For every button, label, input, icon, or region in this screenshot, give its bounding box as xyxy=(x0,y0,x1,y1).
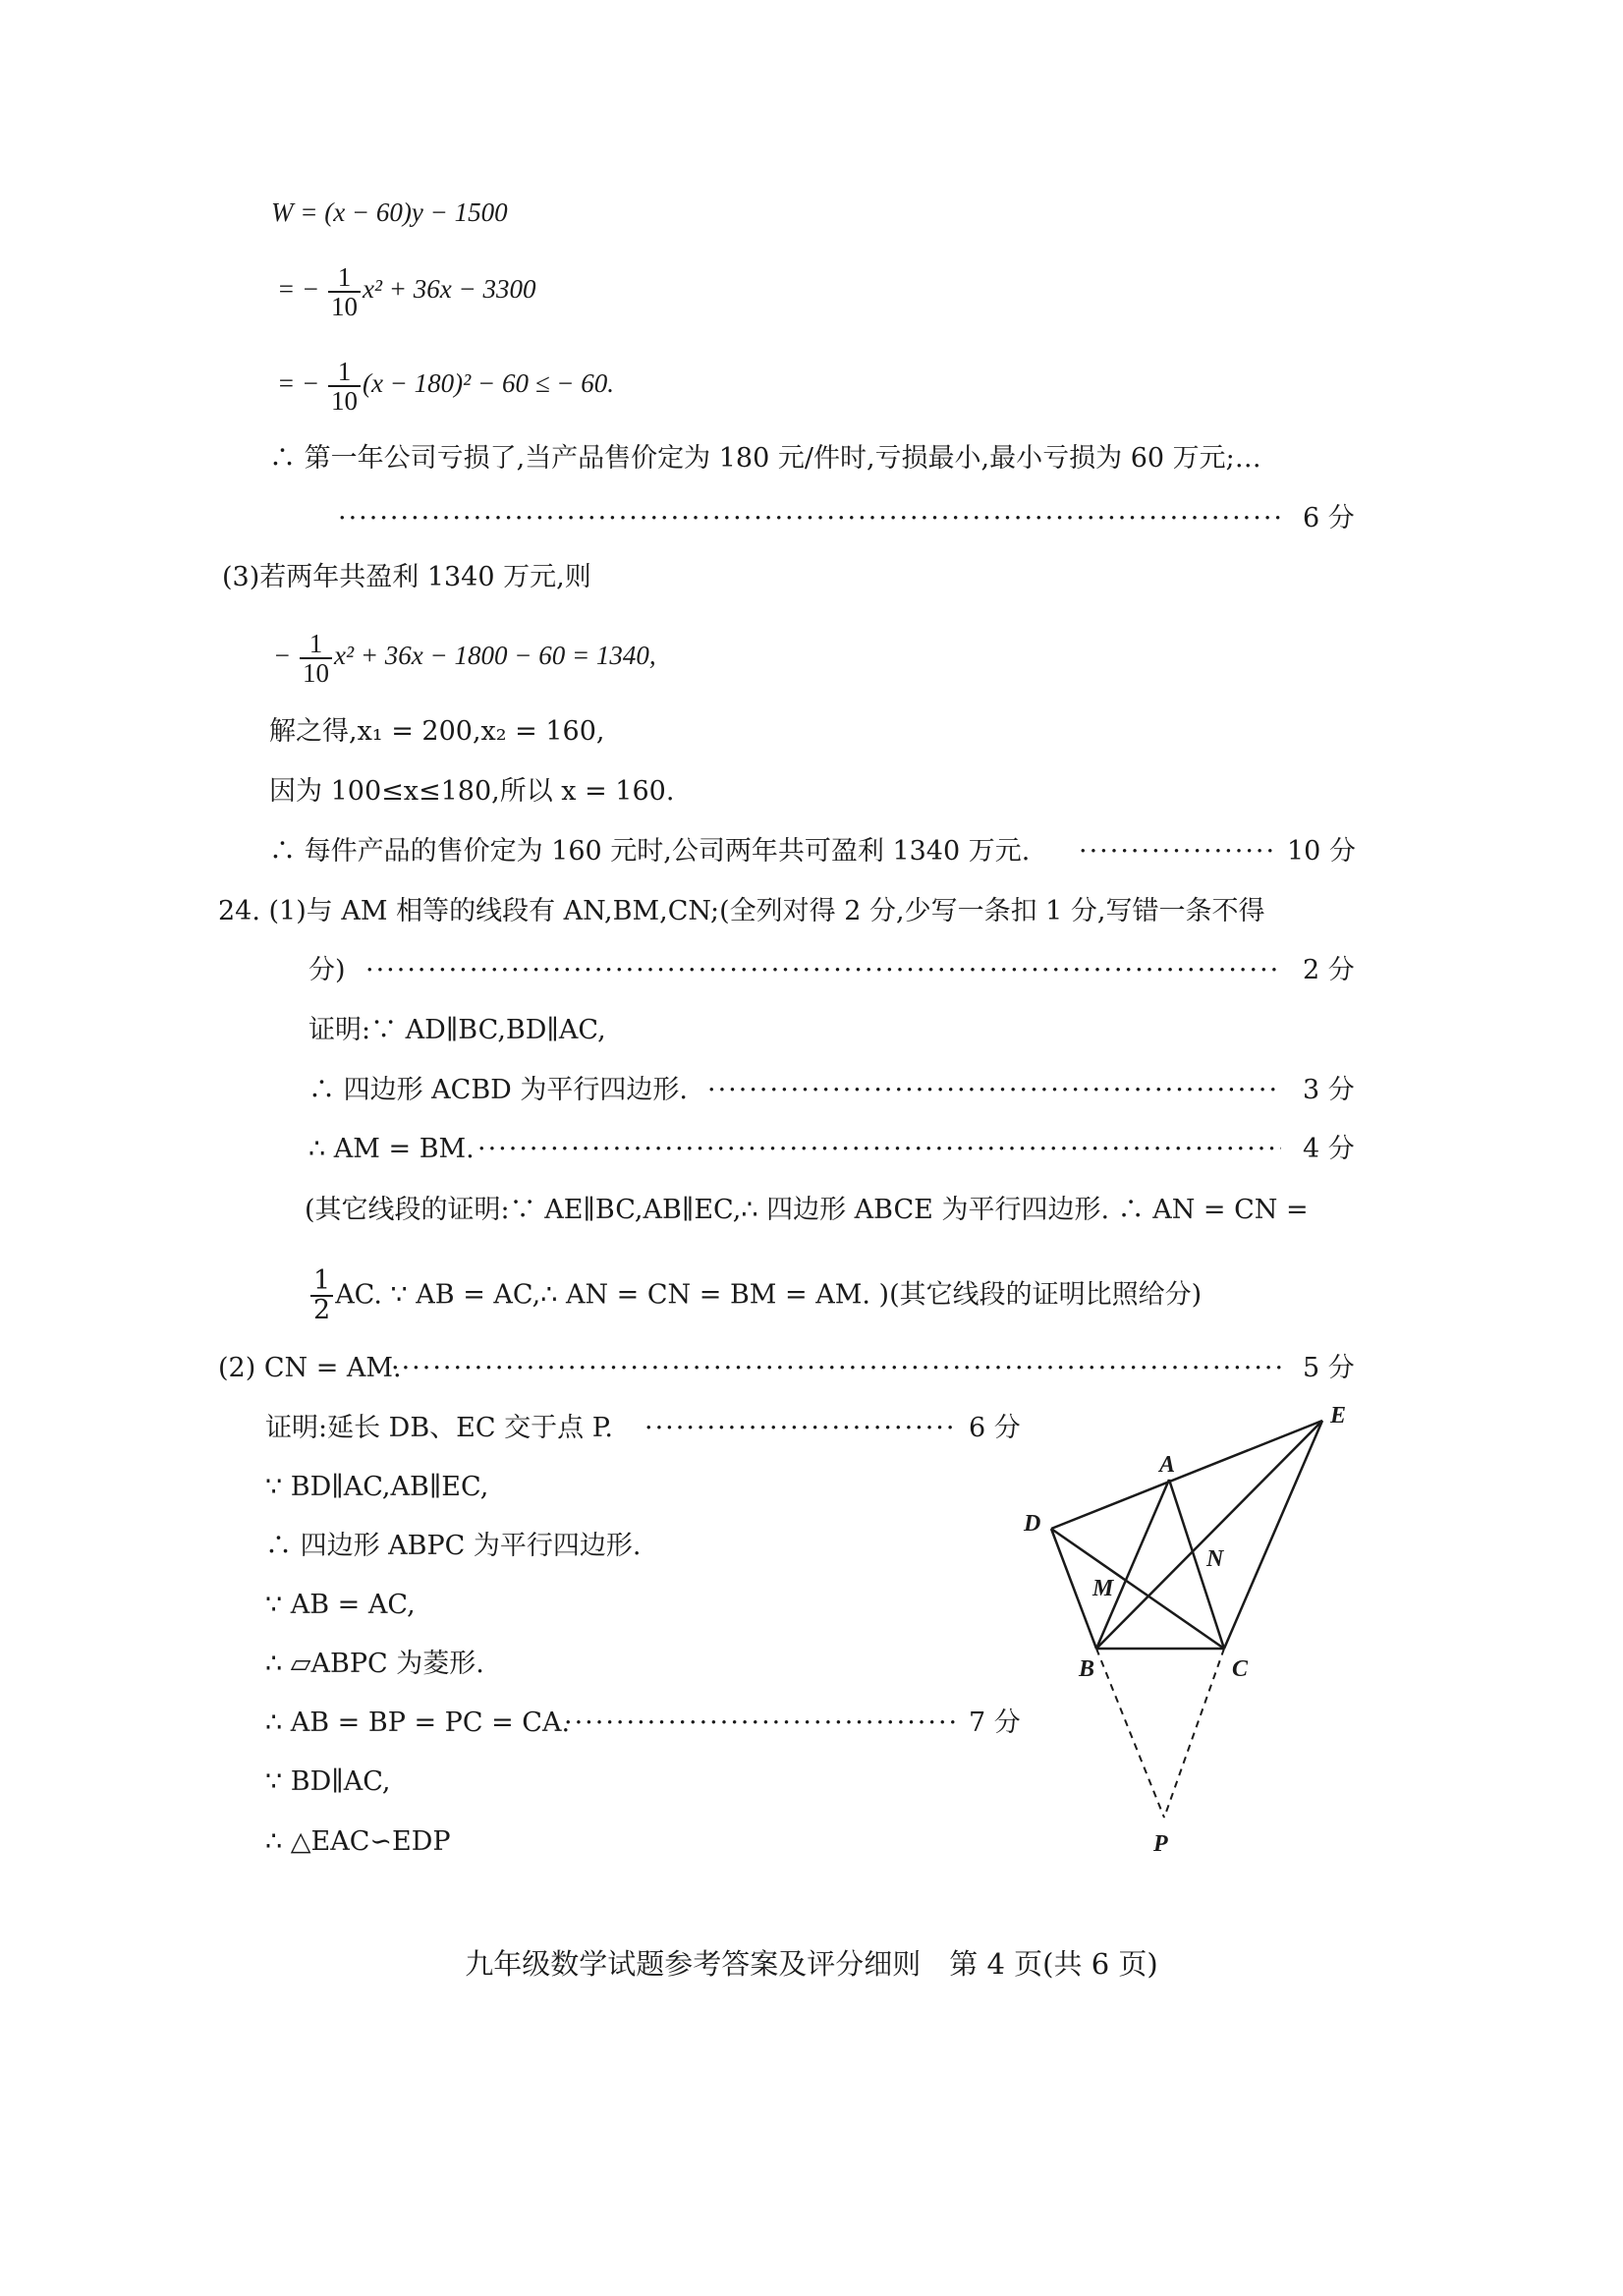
segment-CP-dashed xyxy=(1164,1649,1224,1818)
proof-line3: ∴ AM = BM. xyxy=(308,1134,475,1164)
expression-rest: (x − 180)² − 60 ≤ − 60. xyxy=(362,368,614,399)
question-3-solve: 解之得,x₁ = 200,x₂ = 160, xyxy=(269,716,605,747)
numerator: 1 xyxy=(328,358,361,387)
q2-proof-line8: ∴ △EAC∽EDP xyxy=(265,1826,451,1857)
label-E: E xyxy=(1330,1403,1347,1428)
label-C: C xyxy=(1232,1656,1249,1682)
q2-proof-line7: ∵ BD∥AC, xyxy=(265,1766,391,1797)
label-M: M xyxy=(1092,1576,1114,1601)
q2-proof-line2: ∵ BD∥AC,AB∥EC, xyxy=(265,1472,489,1502)
geometry-diagram xyxy=(1002,1385,1395,1857)
score-7: 7 分 xyxy=(969,1708,1021,1738)
label-P: P xyxy=(1153,1831,1168,1857)
sign: = − xyxy=(277,274,320,305)
segment-AB xyxy=(1096,1480,1169,1649)
question-3-equation xyxy=(273,630,656,687)
segment-BP-dashed xyxy=(1096,1649,1164,1818)
question-3-conclusion: ∴ 每件产品的售价定为 160 元时,公司两年共可盈利 1340 万元. xyxy=(269,836,1031,867)
w-expression-line1: W = (x − 60)y − 1500 xyxy=(271,197,508,227)
other-proof-rest: AC. ∵ AB = AC,∴ AN = CN = BM = AM. )(其它线段的证明比照给分) xyxy=(335,1279,1203,1311)
q2-proof-line5: ∴ ▱ABPC 为菱形. xyxy=(265,1649,484,1679)
segment-BE xyxy=(1096,1421,1322,1649)
proof-line2: ∴ 四边形 ACBD 为平行四边形. xyxy=(308,1075,688,1105)
expression-rest: x² + 36x − 3300 xyxy=(362,274,536,305)
fraction-one-tenth xyxy=(300,630,332,687)
score-2: 2 分 xyxy=(1303,955,1355,985)
score-5: 5 分 xyxy=(1303,1353,1355,1383)
denominator: 10 xyxy=(330,292,358,321)
numerator: 1 xyxy=(310,1267,333,1297)
q2-proof-line6: ∴ AB = BP = PC = CA. xyxy=(265,1708,571,1738)
score-3: 3 分 xyxy=(1303,1075,1355,1105)
label-A: A xyxy=(1159,1452,1176,1478)
numerator: 1 xyxy=(300,630,332,659)
page-footer: 九年级数学试题参考答案及评分细则 第 4 页(共 6 页) xyxy=(465,1947,1158,1981)
question-3-range: 因为 100≤x≤180,所以 x = 160. xyxy=(269,776,675,807)
question-24-1-line2: 分) xyxy=(308,955,346,985)
dotted-leader xyxy=(1079,832,1275,871)
numerator: 1 xyxy=(328,263,361,293)
fraction-one-half xyxy=(310,1267,333,1324)
other-proof-line1: (其它线段的证明:∵ AE∥BC,AB∥EC,∴ 四边形 ABCE 为平行四边形. ∴ AN = CN = xyxy=(305,1195,1309,1225)
score-10: 10 分 xyxy=(1287,836,1356,867)
sign: − xyxy=(273,641,292,671)
dotted-leader xyxy=(644,1409,959,1448)
diagram-lines xyxy=(1051,1421,1322,1818)
q2-proof-line3: ∴ 四边形 ABPC 为平行四边形. xyxy=(265,1531,642,1561)
score-6b: 6 分 xyxy=(969,1413,1021,1443)
score-6: 6 分 xyxy=(1303,503,1355,533)
dotted-leader xyxy=(707,1071,1281,1110)
conclusion-loss: ∴ 第一年公司亏损了,当产品售价定为 180 元/件时,亏损最小,最小亏损为 60 万元;… xyxy=(269,443,1261,474)
sign: = − xyxy=(277,368,320,399)
question-3-intro: (3)若两年共盈利 1340 万元,则 xyxy=(222,562,591,592)
w-expression-line3 xyxy=(277,358,614,415)
denominator: 10 xyxy=(302,658,329,688)
dotted-leader xyxy=(391,1349,1281,1388)
fraction-one-tenth xyxy=(328,358,361,415)
question-24-1-line1: 24. (1)与 AM 相等的线段有 AN,BM,CN;(全列对得 2 分,少写一条扣 1 分,写错一条不得 xyxy=(218,896,1265,926)
label-N: N xyxy=(1206,1546,1224,1572)
label-D: D xyxy=(1024,1511,1041,1537)
dotted-leader xyxy=(477,1130,1281,1169)
w-expression-line2 xyxy=(277,263,535,320)
question-24-2: (2) CN = AM. xyxy=(218,1353,402,1383)
label-B: B xyxy=(1079,1656,1095,1682)
fraction-one-tenth xyxy=(328,263,361,320)
score-4: 4 分 xyxy=(1303,1134,1355,1164)
other-proof-line2 xyxy=(308,1267,1202,1324)
segment-DB xyxy=(1051,1529,1096,1649)
dotted-leader xyxy=(338,499,1281,538)
denominator: 10 xyxy=(330,386,358,416)
dotted-leader xyxy=(564,1704,959,1743)
dotted-leader xyxy=(365,951,1281,990)
proof-line1: 证明:∵ AD∥BC,BD∥AC, xyxy=(308,1015,606,1045)
q2-proof-line1: 证明:延长 DB、EC 交于点 P. xyxy=(265,1413,613,1443)
q2-proof-line4: ∵ AB = AC, xyxy=(265,1590,416,1620)
denominator: 2 xyxy=(313,1295,331,1325)
expression-rest: x² + 36x − 1800 − 60 = 1340, xyxy=(333,641,656,671)
